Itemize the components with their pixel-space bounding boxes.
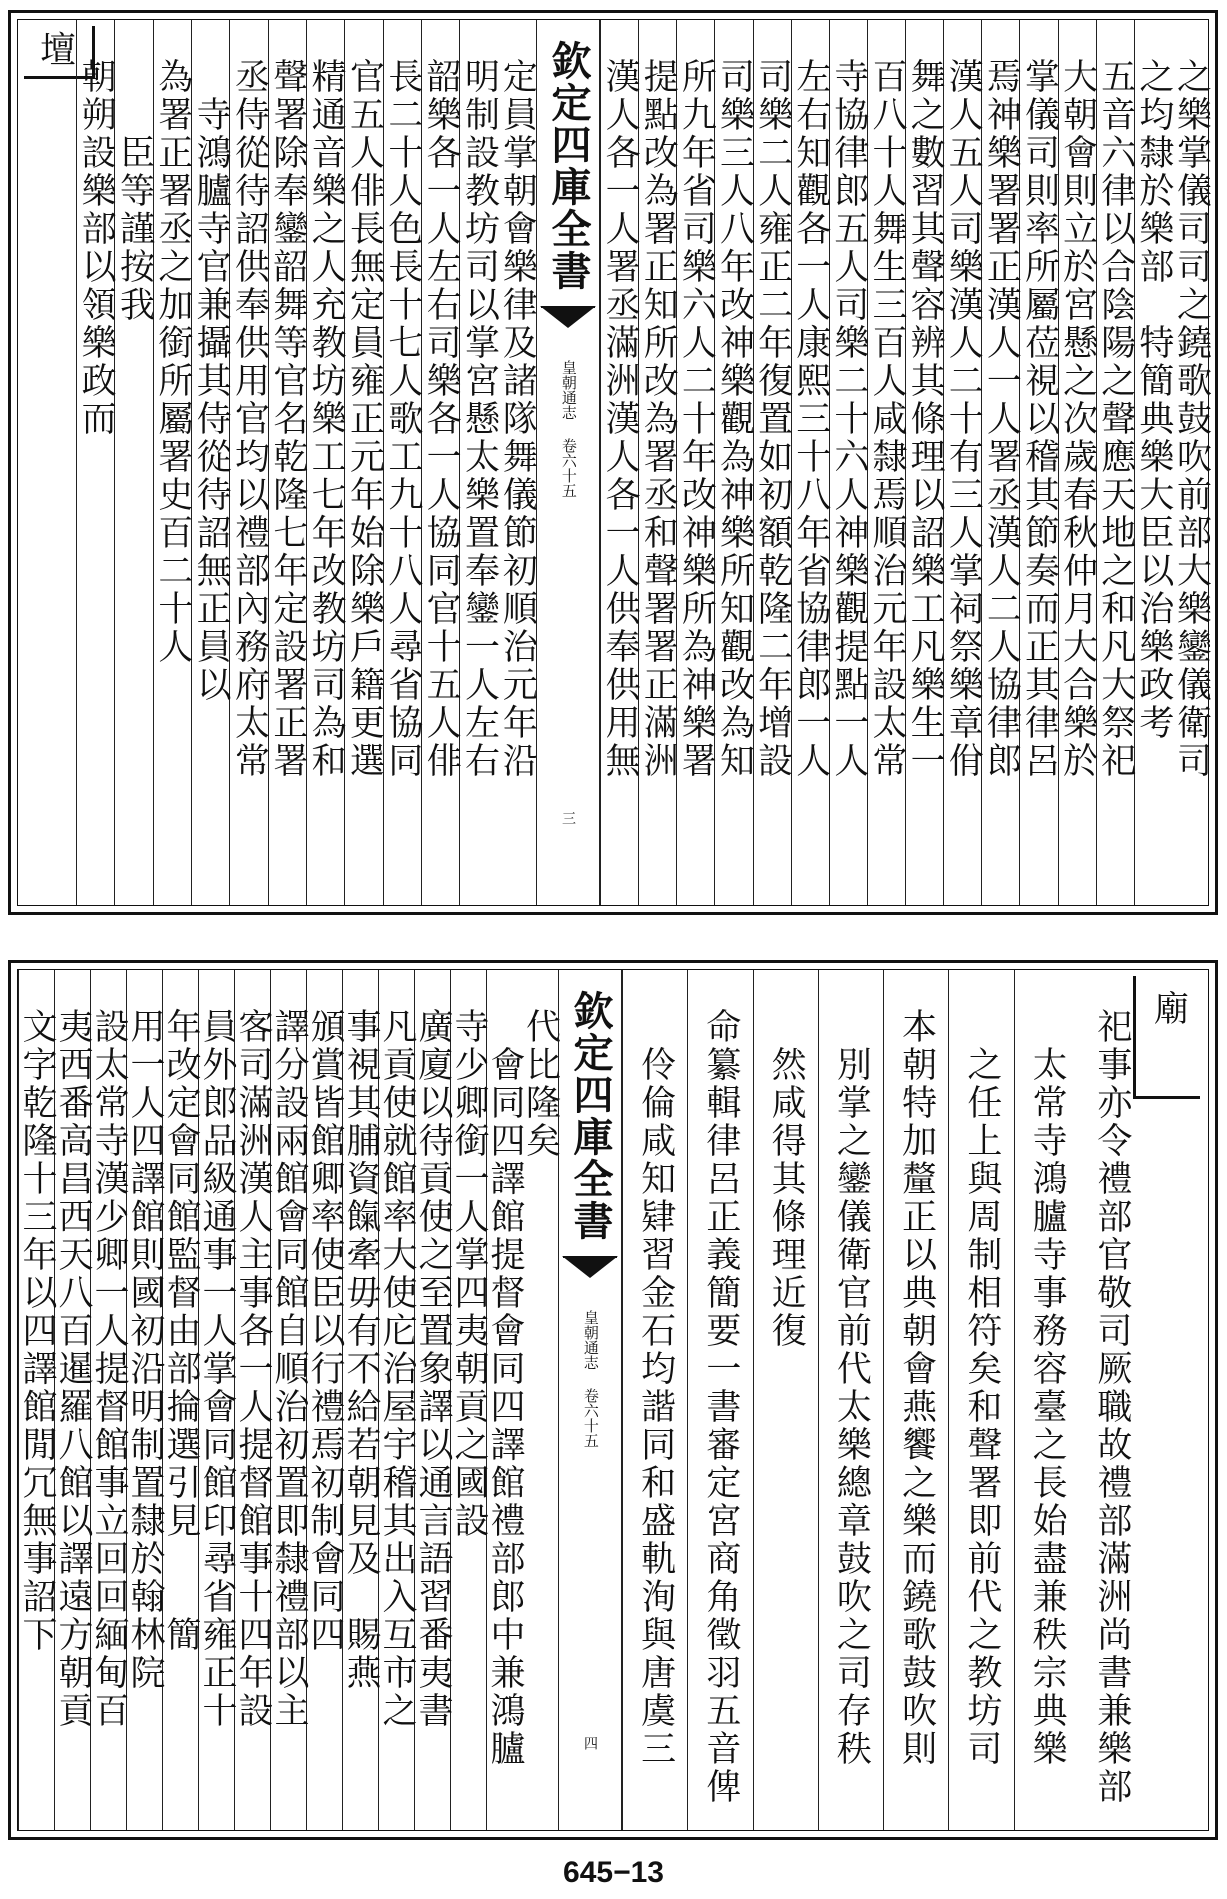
- text-column: [153, 20, 191, 905]
- text-column: [413, 970, 453, 1830]
- text-column: [753, 20, 791, 905]
- column-text: 長二十人色長十七人歌工九十八人尋省協同: [382, 58, 423, 780]
- text-column: [269, 970, 309, 1830]
- column-text: 祀事亦令禮部官敬司厥職故禮部滿洲尚書兼樂部: [1091, 1008, 1132, 1806]
- upper-center-strip: [536, 20, 600, 905]
- page-footer-number: 645−13: [563, 1856, 664, 1889]
- column-text: 五音六律以合陰陽之聲應天地之和凡大祭祀: [1095, 58, 1136, 780]
- column-text: 然咸得其條理近復: [766, 1046, 807, 1350]
- column-text: 掌儀司則率所屬莅視以稽其節奏而正其律呂: [1019, 58, 1060, 780]
- column-text: 漢人各一人署丞滿洲漢人各一人供奉供用無: [600, 58, 641, 780]
- column-text: 之均隸於樂部 特簡典樂大臣以治樂政考: [1133, 58, 1174, 742]
- text-column: [714, 20, 755, 905]
- text-column: [1096, 20, 1134, 905]
- column-text: 事視其脯資餼牽毋有不給若朝見及 賜燕: [341, 1008, 381, 1692]
- column-text: 丞侍從待詔供奉供用官均以禮部內務府太常: [229, 58, 270, 780]
- text-column: [485, 970, 525, 1830]
- column-text: 本朝特加釐正以典朝會燕饗之樂而鐃歌鼓吹則: [896, 1008, 937, 1768]
- column-text: 別掌之鑾儀衛官前代太樂總章鼓吹之司存秩: [831, 1046, 872, 1768]
- column-text: 官五人俳長無定員雍正元年始除樂戶籍更選: [344, 58, 385, 780]
- text-column: [383, 20, 421, 905]
- text-column: [306, 20, 347, 905]
- text-column: [498, 20, 536, 905]
- text-column: [1014, 970, 1079, 1830]
- column-text: 客司滿洲漢人主事各一人提督館事十四年設: [233, 1008, 273, 1730]
- text-column: [753, 970, 818, 1830]
- text-column: [520, 970, 561, 1830]
- column-text: 左右知觀各一人康熙三十八年省協律郎一人: [790, 58, 831, 780]
- text-column: [600, 20, 641, 905]
- text-column: [883, 970, 948, 1830]
- text-column: [1079, 970, 1144, 1830]
- text-column: [229, 20, 270, 905]
- text-column: [1019, 20, 1060, 905]
- text-column: [341, 970, 381, 1830]
- upper-text-frame: [17, 19, 1212, 906]
- column-text: 之任上與周制相符矣和聲署即前代之教坊司: [961, 1046, 1002, 1768]
- column-text: 韶樂各一人左右司樂各一人協同官十五人俳: [421, 58, 462, 780]
- column-text: 寺鴻臚寺官兼攝其侍從待詔無正員以: [191, 96, 232, 704]
- text-column: [687, 970, 752, 1830]
- column-text: 精通音樂之人充教坊樂工七年改教坊司為和: [306, 58, 347, 780]
- text-column: [76, 20, 117, 905]
- column-text: 朝朔設樂部以領樂政而: [76, 58, 117, 438]
- text-column: [622, 970, 687, 1830]
- center-book-title: 欽定四庫全書: [567, 990, 614, 1242]
- text-column: [191, 20, 232, 905]
- column-text: 文字乾隆十三年以四譯館閒冗無事詔下: [17, 1008, 57, 1654]
- column-text: 頒賞皆館卿率使臣以行禮焉初制會同四: [305, 1008, 345, 1654]
- column-text: 百八十人舞生三百人咸隸焉順治元年設太常: [866, 58, 907, 780]
- column-text: 命纂輯律呂正義簡要一書審定宮商角徵羽五音俾: [700, 1008, 741, 1806]
- text-column: [17, 970, 57, 1830]
- text-column: [1172, 20, 1210, 905]
- column-text: 所九年省司樂六人二十年改神樂所為神樂署: [676, 58, 717, 780]
- text-column: [1134, 20, 1172, 905]
- text-column: [125, 970, 165, 1830]
- column-text: 司樂三人八年改神樂觀為神樂所知觀改為知: [714, 58, 755, 780]
- margin-raised-char-box: [1133, 976, 1200, 1099]
- text-column: [268, 20, 306, 905]
- column-text: 用一人四譯館則國初沿明制置隸於翰林院: [125, 1008, 165, 1692]
- lower-center-strip: [558, 970, 622, 1830]
- text-column: [867, 20, 905, 905]
- center-volume-label: 皇朝通志 卷六十五: [559, 360, 578, 498]
- text-column: [421, 20, 462, 905]
- text-column: [449, 970, 489, 1830]
- column-text: 定員掌朝會樂律及諸隊舞儀節初順治元年沿: [497, 58, 538, 780]
- raised-char: 廟: [1148, 990, 1189, 1028]
- column-text: 為署正署丞之加銜所屬署史百二十人: [152, 58, 193, 666]
- column-text: 提點改為署正知所改為署丞和聲署署正滿洲: [638, 58, 679, 780]
- center-volume-label: 皇朝通志 卷六十五: [581, 1310, 600, 1448]
- column-text: 太常寺鴻臚寺事務容臺之長始盡兼秩宗典樂: [1027, 1046, 1068, 1768]
- column-text: 代比隆矣: [520, 1008, 561, 1160]
- column-text: 寺少卿銜一人掌四夷朝貢之國設: [449, 1008, 489, 1540]
- text-column: [344, 20, 385, 905]
- text-column: [818, 970, 883, 1830]
- column-text: 寺協律郎五人司樂二十六人神樂觀提點一人: [828, 58, 869, 780]
- column-text: 聲署除奉鑾韶舞等官名乾隆七年定設署正署: [267, 58, 308, 780]
- column-text: 漢人五人司樂漢人二十有三人掌祠祭樂章佾: [943, 58, 984, 780]
- text-column: [114, 20, 155, 905]
- column-text: 明制設教坊司以掌宮懸太樂置奉鑾一人左右: [459, 58, 500, 780]
- column-text: 舞之數習其聲容辨其條理以詔樂工凡樂生一: [905, 58, 946, 780]
- center-page-number: 四: [582, 1736, 598, 1750]
- column-text: 焉神樂署署正漢人一人署丞漢人二人協律郎: [981, 58, 1022, 780]
- text-column: [981, 20, 1022, 905]
- column-text: 大朝會則立於宮懸之次歲春秋仲月大合樂於: [1057, 58, 1098, 780]
- text-column: [197, 970, 237, 1830]
- text-column: [676, 20, 717, 905]
- column-text: 員外郎品級通事一人掌會同館印尋省雍正十: [197, 1008, 237, 1730]
- column-text: 凡貢使就館率大使庀治屋宇稽其出入互市之: [377, 1008, 417, 1730]
- column-text: 廣廈以待貢使之至置象譯以通言語習番夷書: [413, 1008, 453, 1730]
- text-column: [89, 970, 129, 1830]
- text-column: [829, 20, 867, 905]
- text-column: [161, 970, 201, 1830]
- fish-tail-mark: [563, 1256, 617, 1288]
- text-column: [948, 970, 1013, 1830]
- text-column: [233, 970, 273, 1830]
- fish-tail-mark: [541, 306, 595, 338]
- column-text: 之樂掌儀司司之鐃歌鼓吹前部大樂鑾儀衛司: [1171, 58, 1212, 780]
- column-text: 伶倫咸知肄習金石均諧同和盛軌洵與唐虞三: [635, 1046, 676, 1768]
- lower-half-page: [8, 960, 1218, 1840]
- text-column: [943, 20, 984, 905]
- text-column: [638, 20, 679, 905]
- column-text: 譯分設兩館會同館自順治初置即隸禮部以主: [269, 1008, 309, 1730]
- column-text: 夷西番高昌西天八百暹羅八館以譯遠方朝貢: [53, 1008, 93, 1730]
- column-text: 年改定會同館監督由部掄選引見 簡: [161, 1008, 201, 1654]
- text-column: [459, 20, 500, 905]
- upper-half-page: [8, 10, 1218, 915]
- text-column: [905, 20, 946, 905]
- center-page-number: 三: [560, 811, 576, 825]
- center-book-title: 欽定四庫全書: [545, 40, 592, 292]
- margin-index-char: 壇: [24, 26, 95, 79]
- column-text: 司樂二人雍正二年復置如初額乾隆二年增設: [752, 58, 793, 780]
- lower-text-frame: [17, 969, 1209, 1831]
- text-column: [377, 970, 417, 1830]
- text-column: [1058, 20, 1096, 905]
- column-text: 臣等謹按我: [114, 134, 155, 324]
- text-column: [791, 20, 829, 905]
- column-text: 會同四譯館提督會同四譯館禮部郎中兼鴻臚: [485, 1046, 525, 1768]
- text-column: [53, 970, 93, 1830]
- column-text: 設太常寺漢少卿一人提督館事立回回緬甸百: [89, 1008, 129, 1730]
- text-column: [305, 970, 345, 1830]
